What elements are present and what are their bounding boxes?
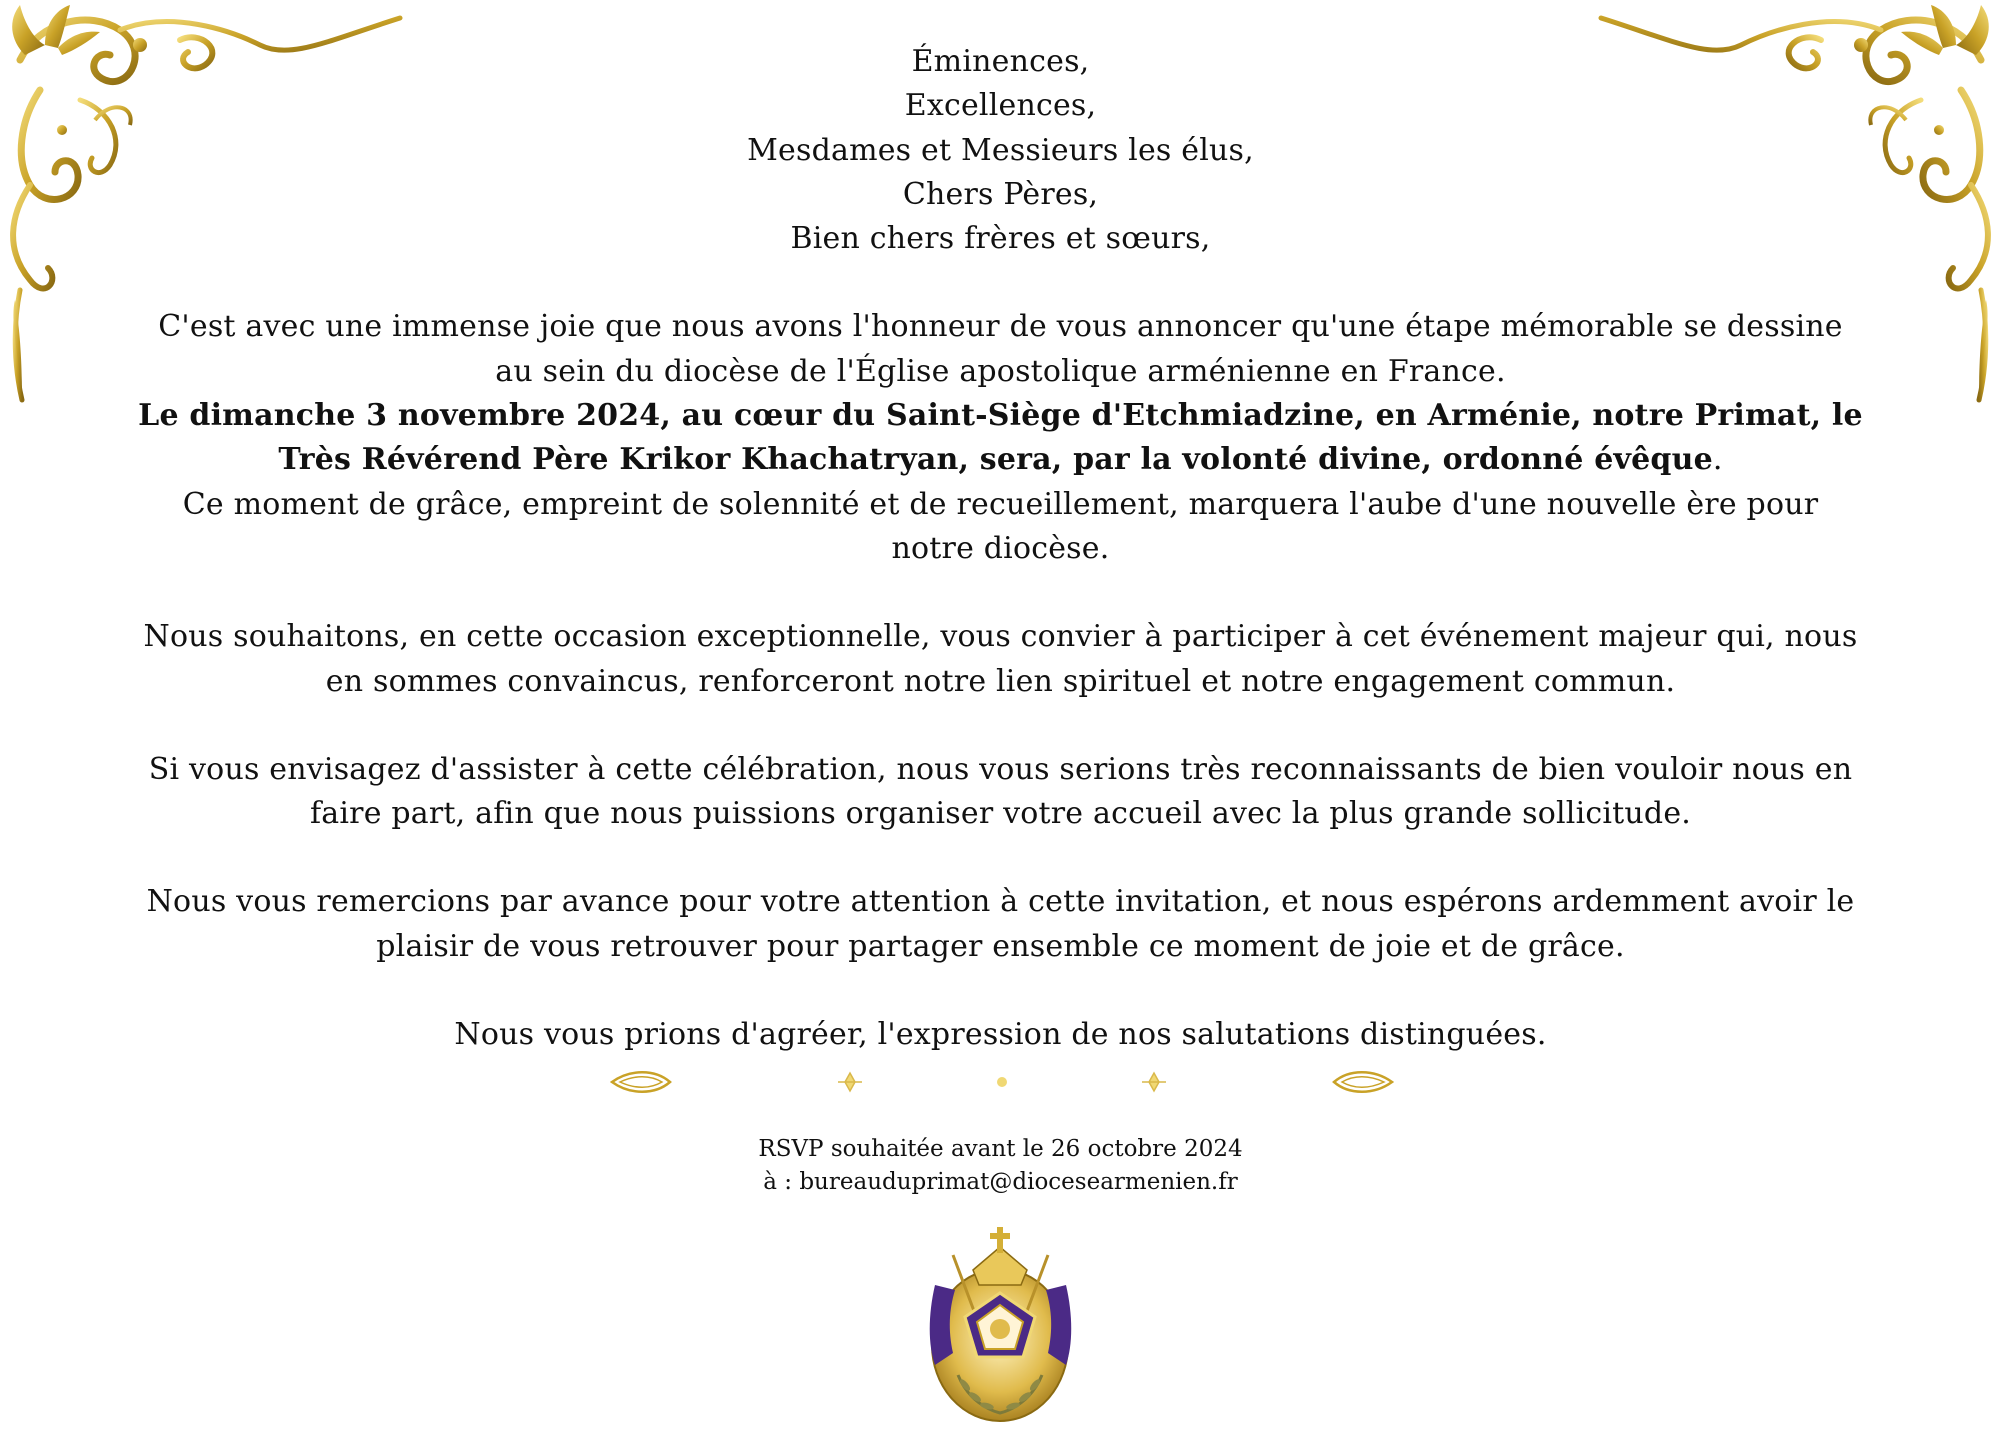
rsvp-email: à : bureauduprimat@diocesearmenien.fr — [763, 1169, 1238, 1195]
greeting-line: Bien chers frères et sœurs, — [790, 221, 1211, 257]
closing-formula: Nous vous prions d'agréer, l'expression de nos salutations distinguées. — [454, 1017, 1547, 1053]
announcement-intro: C'est avec une immense joie que nous avons l'honneur de vous annoncer qu'une étape mémorable se dessine au sein du diocèse de l'Église apostolique arménienne en France. — [158, 309, 1843, 389]
rsvp-request-paragraph: Si vous envisagez d'assister à cette célébration, nous vous serions très reconnaissants de bien vouloir nous en faire part, afin que nous puissions organiser votre accueil avec la plus grande sollicitude. — [148, 751, 1853, 832]
announcement-paragraph — [130, 305, 1871, 571]
announcement-highlight — [130, 394, 1871, 483]
greeting-line: Excellences, — [904, 88, 1097, 124]
greeting-line: Chers Pères, — [902, 176, 1099, 212]
ordination-period: . — [1712, 442, 1723, 478]
rsvp-block — [600, 1133, 1401, 1199]
announcement-closing: Ce moment de grâce, empreint de solennité et de recueillement, marquera l'aube d'une nouvelle ère pour notre diocèse. — [182, 486, 1819, 566]
diocese-seal-icon — [913, 1225, 1088, 1425]
ordination-announcement: Le dimanche 3 novembre 2024, au cœur du Saint-Siège d'Etchmiadzine, en Arménie, notre Primat, le Très Révérend Père Krikor Khachatryan, sera, par la volonté divine, ordonné évêque — [138, 398, 1863, 478]
thanks-paragraph: Nous vous remercions par avance pour votre attention à cette invitation, et nous espérons ardemment avoir le plaisir de vous retrouver pour partager ensemble ce moment de joie et de grâce. — [146, 884, 1855, 964]
salutations — [130, 40, 1871, 261]
greeting-line: Éminences, — [911, 44, 1090, 79]
invitation-letter — [130, 40, 1871, 1057]
greeting-line: Mesdames et Messieurs les élus, — [747, 132, 1254, 168]
invitation-paragraph: Nous souhaitons, en cette occasion exceptionnelle, vous convier à participer à cet événement majeur qui, nous en sommes convaincus, renforceront notre lien spirituel et notre engagement commun. — [143, 619, 1858, 699]
rsvp-deadline: RSVP souhaitée avant le 26 octobre 2024 — [758, 1136, 1243, 1162]
divider-ornament-icon — [610, 1065, 1394, 1099]
